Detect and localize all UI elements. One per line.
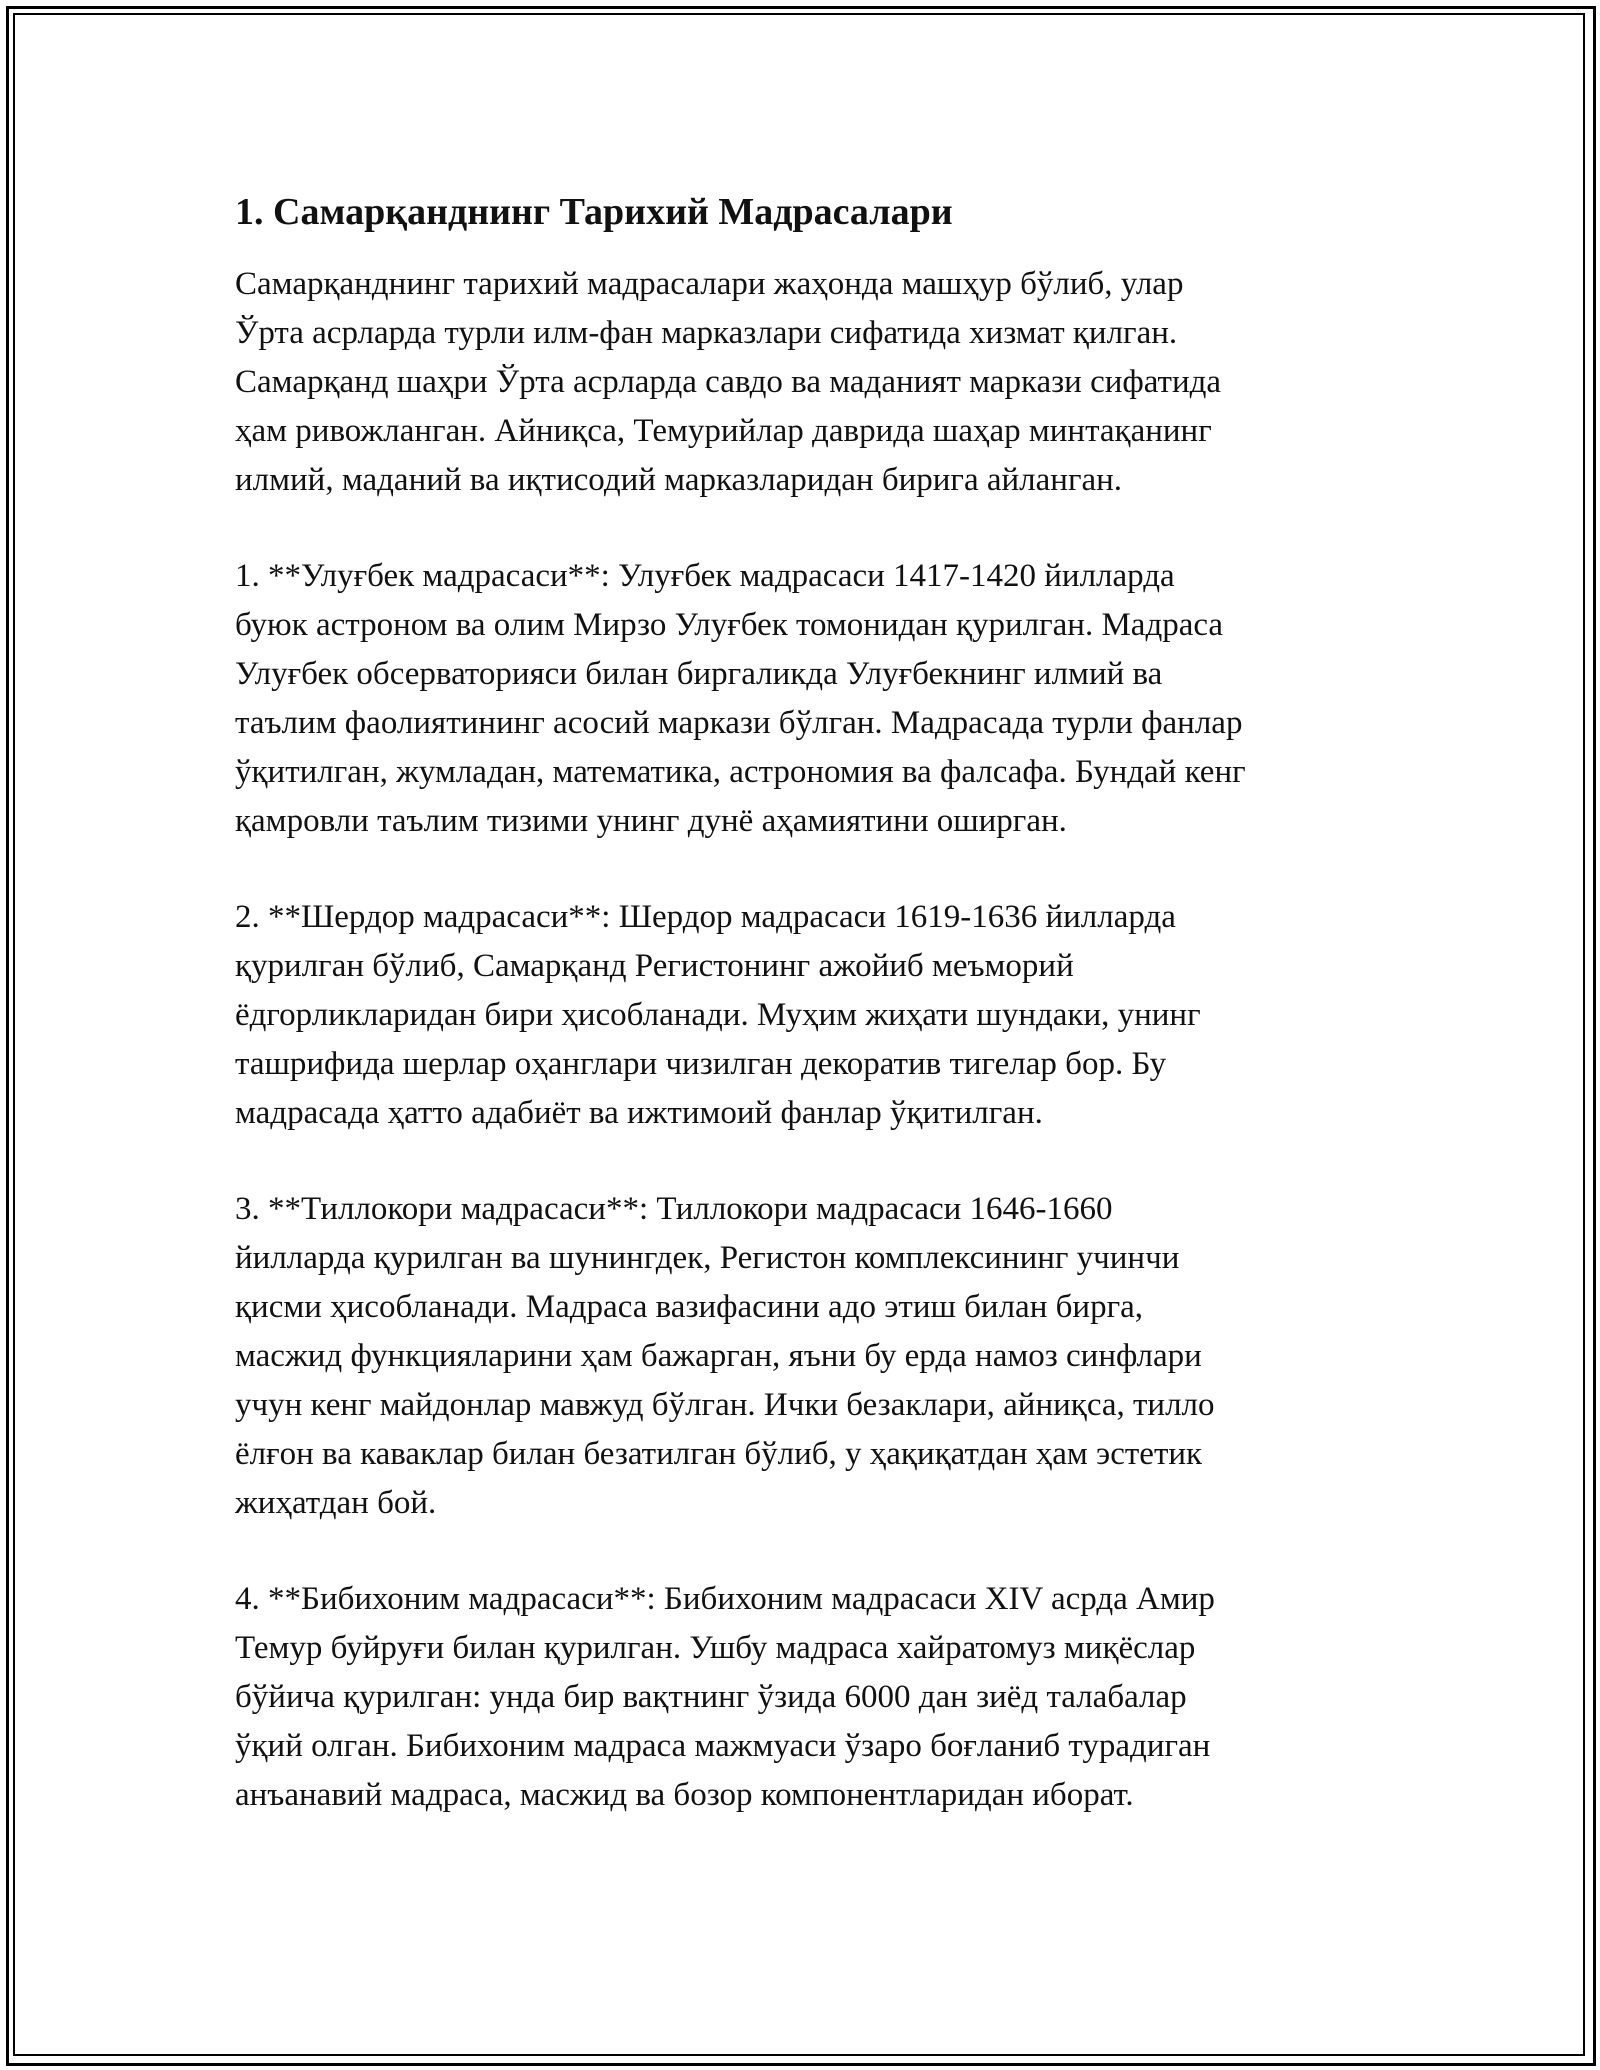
paragraph-line: жиҳатдан бой. — [235, 1485, 437, 1521]
paragraph-line: илмий, маданий ва иқтисодий марказларидан бирига айланган. — [235, 462, 1123, 498]
paragraph-ulugbek — [235, 552, 1365, 846]
document-body — [235, 186, 1365, 1867]
paragraph-line: мадрасада ҳатто адабиёт ва ижтимоий фанлар ўқитилган. — [235, 1095, 1043, 1131]
paragraph-line: Самарқанд шаҳри Ўрта асрларда савдо ва маданият маркази сифатида — [235, 364, 1222, 400]
paragraph-line: Самарқанднинг тарихий мадрасалари жаҳонда машҳур бўлиб, улар — [235, 266, 1184, 302]
paragraph-line: 3. **Тиллокори мадрасаси**: Тиллокори мадрасаси 1646-1660 — [235, 1191, 1113, 1227]
paragraph-line: Ўрта асрларда турли илм-фан марказлари сифатида хизмат қилган. — [235, 315, 1178, 351]
paragraph-line: учун кенг майдонлар мавжуд бўлган. Ички безаклари, айниқса, тилло — [235, 1387, 1215, 1423]
paragraph-line: қамровли таълим тизими унинг дунё аҳамиятини оширган. — [235, 803, 1067, 839]
page-title: 1. Самарқанднинг Тарихий Мадрасалари — [235, 191, 953, 233]
paragraph-tillokori — [235, 1185, 1365, 1528]
paragraph-line: қурилган бўлиб, Самарқанд Регистонинг ажойиб меъморий — [235, 948, 1074, 984]
paragraph-line: 2. **Шердор мадрасаси**: Шердор мадрасаси 1619-1636 йилларда — [235, 899, 1176, 935]
paragraph-line: бўйича қурилган: унда бир вақтнинг ўзида 6000 дан зиёд талабалар — [235, 1679, 1187, 1715]
paragraph-line: ўқий олган. Бибихоним мадраса мажмуаси ўзаро боғланиб турадиган — [235, 1728, 1211, 1764]
paragraph-intro — [235, 260, 1365, 505]
paragraph-line: 4. **Бибихоним мадрасаси**: Бибихоним мадрасаси XIV асрда Амир — [235, 1581, 1215, 1617]
paragraph-line: масжид функцияларини ҳам бажарган, яъни бу ерда намоз синфлари — [235, 1338, 1202, 1374]
paragraph-line: таълим фаолиятининг асосий маркази бўлган. Мадрасада турли фанлар — [235, 705, 1243, 741]
paragraph-line: Темур буйруғи билан қурилган. Ушбу мадраса хайратомуз миқёслар — [235, 1630, 1196, 1666]
paragraph-line: ёдгорликларидан бири ҳисобланади. Муҳим жиҳати шундаки, унинг — [235, 997, 1201, 1033]
paragraph-line: Улуғбек обсерваторияси билан биргаликда Улуғбекнинг илмий ва — [235, 656, 1163, 692]
paragraph-line: қисми ҳисобланади. Мадраса вазифасини адо этиш билан бирга, — [235, 1289, 1143, 1325]
paragraph-line: 1. **Улуғбек мадрасаси**: Улуғбек мадрасаси 1417-1420 йилларда — [235, 558, 1175, 594]
paragraph-line: ёлғон ва каваклар билан безатилган бўлиб, у ҳақиқатдан ҳам эстетик — [235, 1436, 1203, 1472]
paragraph-bibikhonim — [235, 1575, 1365, 1820]
paragraph-line: анъанавий мадраса, масжид ва бозор компонентларидан иборат. — [235, 1777, 1134, 1813]
paragraph-line: ҳам ривожланган. Айниқса, Темурийлар даврида шаҳар минтақанинг — [235, 413, 1212, 449]
paragraph-sherdor — [235, 893, 1365, 1138]
paragraph-line: ўқитилган, жумладан, математика, астрономия ва фалсафа. Бундай кенг — [235, 754, 1246, 790]
paragraph-line: ташрифида шерлар оҳанглари чизилган декоратив тигелар бор. Бу — [235, 1046, 1167, 1082]
paragraph-line: буюк астроном ва олим Мирзо Улуғбек томонидан қурилган. Мадраса — [235, 607, 1224, 643]
paragraph-line: йилларда қурилган ва шунингдек, Регистон комплексининг учинчи — [235, 1240, 1180, 1276]
